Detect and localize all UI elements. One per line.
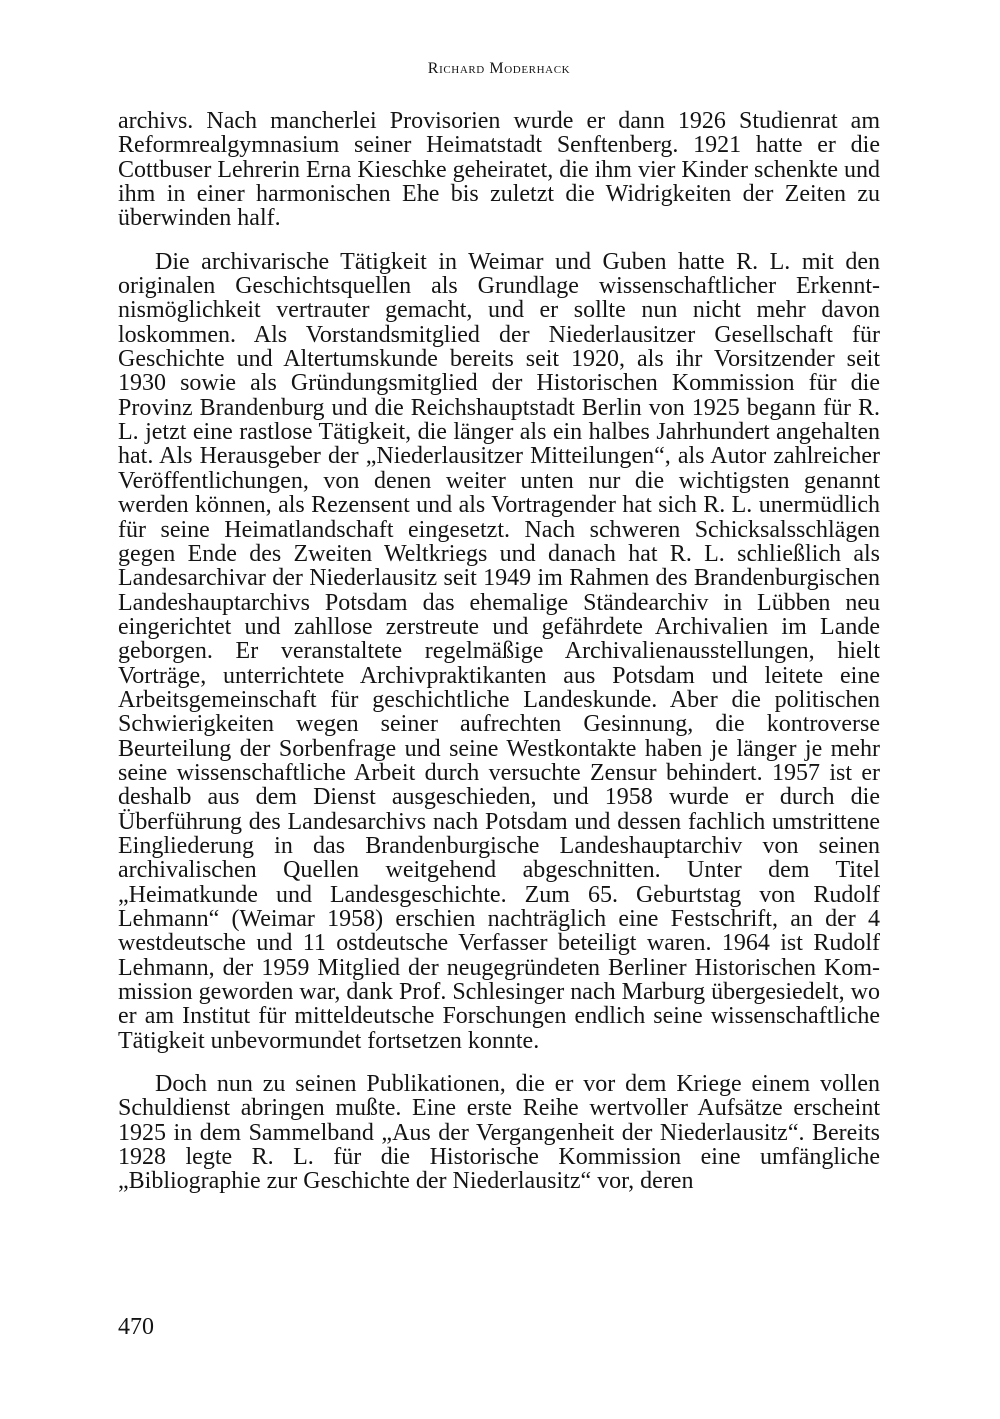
document-page [118,0,880,1419]
paragraph-3: Doch nun zu seinen Publikationen, die er vor dem Kriege einem vollen Schuldienst abringen mußte. Eine erste Reihe wertvoller Aufsätze erscheint 1925 in dem Sammelband „Aus der Vergangenheit der Niederlausitz“. Bereits 1928 legte R. L. für die Historische Kommission eine umfängliche „Bibliographie zur Geschichte der Niederlausitz“ vor, deren [118,1071,880,1195]
page-number: 470 [118,1314,154,1340]
body-text [118,109,880,1194]
running-head: Richard Moderhack [427,60,571,77]
paragraph-2: Die archivarische Tätigkeit in Weimar und Guben hatte R. L. mit den originalen Geschichtsquellen als Grundlage wissenschaftlicher Erkenntnismöglichkeit vertrauter gemacht, und er sollte nun nicht mehr davon loskommen. Als Vorstandsmitglied der Niederlausitzer Gesellschaft für Geschichte und Altertumskunde bereits seit 1920, als ihr Vorsitzender seit 1930 sowie als Gründungsmitglied der Historischen Kommission für die Provinz Brandenburg und die Reichshauptstadt Berlin von 1925 begann für R. L. jetzt eine rastlose Tätigkeit, die länger als ein halbes Jahrhundert angehalten hat. Als Herausgeber der „Niederlausitzer Mitteilungen“, als Autor zahlreicher Veröffentlichungen, von denen weiter unten nur die wichtigsten genannt werden können, als Rezensent und als Vortragender hat sich R. L. unermüdlich für seine Heimatlandschaft eingesetzt. Nach schweren Schicksalsschlägen gegen Ende des Zweiten Weltkriegs und danach hat R. L. schließlich als Landesarchivar der Niederlausitz seit 1949 im Rahmen des Brandenburgischen Landeshauptarchivs Potsdam das ehemalige Ständearchiv in Lübben neu eingerichtet und zahllose zerstreute und gefährdete Archivalien im Lande geborgen. Er veranstaltete regelmäßige Archivalienausstellungen, hielt Vorträge, unterrichtete Archivpraktikanten aus Potsdam und leitete eine Arbeitsgemeinschaft für geschichtliche Landeskunde. Aber die politischen Schwierigkeiten wegen seiner aufrechten Gesinnung, die kontroverse Beurteilung der Sorbenfrage und seine Westkontakte haben je länger je mehr seine wissenschaftliche Arbeit durch versuchte Zensur behindert. 1957 ist er deshalb aus dem Dienst ausgeschieden, und 1958 wurde er durch die Überführung des Landesarchivs nach Potsdam und dessen fachlich umstrittene Eingliederung in das Brandenburgische Landeshauptarchiv von seinen archivalischen Quellen weitgehend abgeschnitten. Unter dem Titel „Heimatkunde und Landesgeschichte. Zum 65. Geburtstag von Rudolf Lehmann“ (Weimar 1958) erschien nachträglich eine Festschrift, an der 4 westdeutsche und 11 ostdeutsche Verfasser beteiligt waren. 1964 ist Rudolf Lehmann, der 1959 Mitglied der neugegründeten Berliner Historischen Kommission geworden war, dank Prof. Schlesinger nach Marburg übergesiedelt, wo er am Institut für mitteldeutsche Forschungen endlich seine wissenschaftliche Tätigkeit unbevormundet fortsetzen konnte. [118,248,880,1054]
paragraph-1: archivs. Nach mancherlei Provisorien wurde er dann 1926 Studienrat am Reformrealgymnasium seiner Heimatstadt Senftenberg. 1921 hatte er die Cottbuser Lehrerin Erna Kieschke geheiratet, die ihm vier Kinder schenkte und ihm in einer harmonischen Ehe bis zuletzt die Widrigkeiten der Zeiten zu überwinden half. [118,108,880,232]
